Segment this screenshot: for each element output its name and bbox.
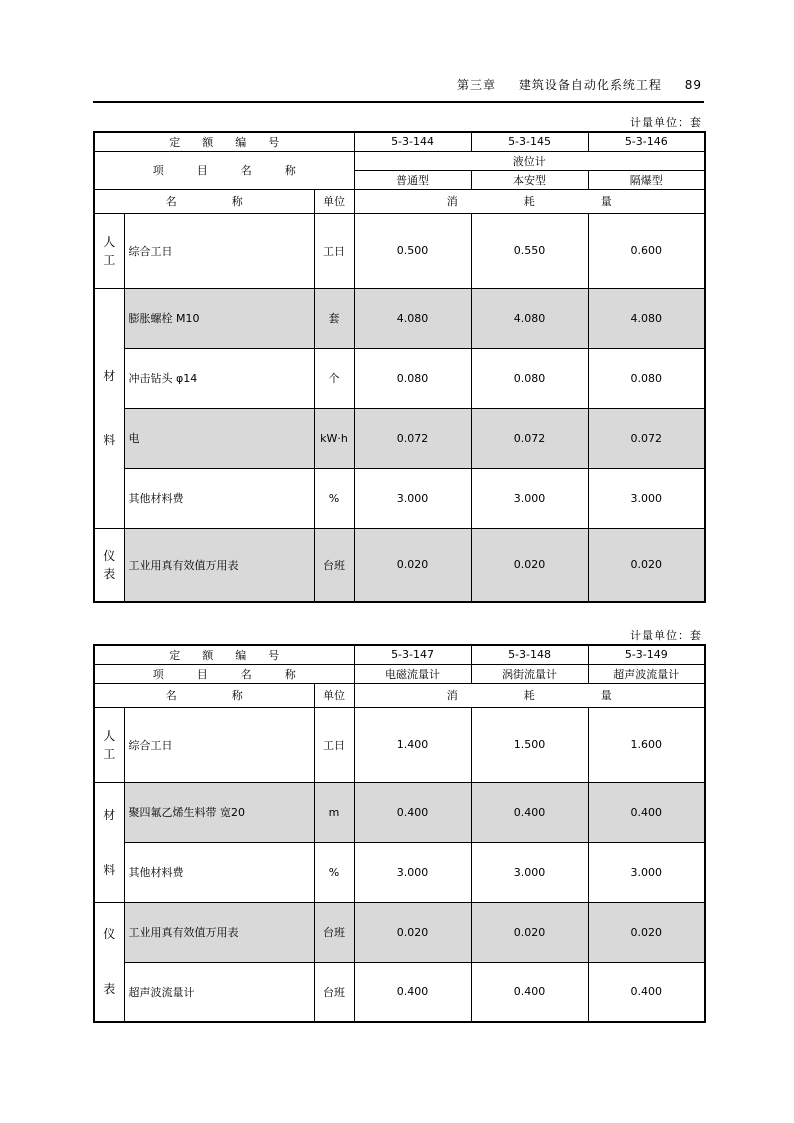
header-text [439, 76, 702, 93]
chapter-title: 建筑设备自动化系统工程 [518, 78, 662, 92]
row-value: 0.400 [588, 782, 705, 842]
row-value: 0.072 [471, 408, 588, 468]
row-value: 0.072 [354, 408, 471, 468]
code-cell: 5-3-148 [471, 645, 588, 664]
row-name: 超声波流量计 [124, 962, 314, 1022]
category-instrument: 仪 表 [94, 902, 124, 1022]
row-value: 0.500 [354, 213, 471, 288]
row-value: 0.550 [471, 213, 588, 288]
type-cell: 本安型 [471, 170, 588, 189]
row-value: 1.600 [588, 707, 705, 782]
type-cell: 超声波流量计 [588, 664, 705, 683]
row-unit: % [314, 468, 354, 528]
row-value: 0.020 [471, 528, 588, 602]
category-instrument: 仪 表 [94, 528, 124, 602]
row-value: 3.000 [588, 842, 705, 902]
row-value: 0.020 [354, 902, 471, 962]
unit-header: 单位 [314, 683, 354, 707]
row-name: 工业用真有效值万用表 [124, 528, 314, 602]
row-value: 0.020 [471, 902, 588, 962]
row-value: 0.080 [471, 348, 588, 408]
category-labor: 人 工 [94, 213, 124, 288]
code-cell: 5-3-149 [588, 645, 705, 664]
quota-table-2 [93, 644, 706, 1023]
row-value: 0.020 [354, 528, 471, 602]
code-cell: 5-3-144 [354, 132, 471, 151]
row-name: 其他材料费 [124, 842, 314, 902]
row-unit: 台班 [314, 902, 354, 962]
name-header: 名 称 [94, 683, 314, 707]
row-name: 综合工日 [124, 213, 314, 288]
row-unit: 工日 [314, 213, 354, 288]
row-value: 0.400 [354, 962, 471, 1022]
row-name: 膨胀螺栓 M10 [124, 288, 314, 348]
page-number: 89 [684, 78, 702, 92]
row-unit: 套 [314, 288, 354, 348]
row-value: 3.000 [471, 468, 588, 528]
row-unit: 台班 [314, 962, 354, 1022]
row-unit: kW·h [314, 408, 354, 468]
type-cell: 普通型 [354, 170, 471, 189]
type-cell: 涡街流量计 [471, 664, 588, 683]
row-unit: m [314, 782, 354, 842]
row-unit: % [314, 842, 354, 902]
row-value: 0.400 [354, 782, 471, 842]
row-value: 4.080 [354, 288, 471, 348]
row-name: 其他材料费 [124, 468, 314, 528]
chapter-label: 第三章 [457, 78, 497, 92]
row-value: 0.072 [588, 408, 705, 468]
row-name: 电 [124, 408, 314, 468]
row-value: 3.000 [354, 842, 471, 902]
row-unit: 个 [314, 348, 354, 408]
item-name-header: 项 目 名 称 [94, 664, 354, 683]
row-value: 1.500 [471, 707, 588, 782]
consumption-header: 消 耗 量 [354, 189, 705, 213]
row-value: 0.400 [588, 962, 705, 1022]
quota-table-1 [93, 131, 706, 603]
category-labor: 人 工 [94, 707, 124, 782]
row-value: 0.020 [588, 528, 705, 602]
row-value: 3.000 [354, 468, 471, 528]
row-value: 0.400 [471, 782, 588, 842]
row-value: 1.400 [354, 707, 471, 782]
code-header: 定 额 编 号 [94, 645, 354, 664]
row-value: 0.400 [471, 962, 588, 1022]
row-unit: 工日 [314, 707, 354, 782]
item-name-header: 项 目 名 称 [94, 151, 354, 189]
page-header [93, 74, 704, 103]
consumption-header: 消 耗 量 [354, 683, 705, 707]
group-title: 液位计 [354, 151, 705, 170]
type-cell: 电磁流量计 [354, 664, 471, 683]
table2-unit: 计量单位：套 [630, 629, 702, 642]
table1-unit: 计量单位：套 [630, 116, 702, 129]
row-value: 3.000 [471, 842, 588, 902]
row-value: 3.000 [588, 468, 705, 528]
unit-header: 单位 [314, 189, 354, 213]
code-cell: 5-3-147 [354, 645, 471, 664]
code-cell: 5-3-145 [471, 132, 588, 151]
row-value: 4.080 [588, 288, 705, 348]
code-header: 定 额 编 号 [94, 132, 354, 151]
row-value: 4.080 [471, 288, 588, 348]
row-unit: 台班 [314, 528, 354, 602]
row-name: 聚四氟乙烯生料带 宽20 [124, 782, 314, 842]
row-value: 0.020 [588, 902, 705, 962]
row-value: 0.600 [588, 213, 705, 288]
code-cell: 5-3-146 [588, 132, 705, 151]
row-name: 综合工日 [124, 707, 314, 782]
category-material: 材 料 [94, 782, 124, 902]
category-material: 材 料 [94, 288, 124, 528]
row-name: 工业用真有效值万用表 [124, 902, 314, 962]
row-value: 0.080 [354, 348, 471, 408]
row-name: 冲击钻头 φ14 [124, 348, 314, 408]
row-value: 0.080 [588, 348, 705, 408]
name-header: 名 称 [94, 189, 314, 213]
type-cell: 隔爆型 [588, 170, 705, 189]
